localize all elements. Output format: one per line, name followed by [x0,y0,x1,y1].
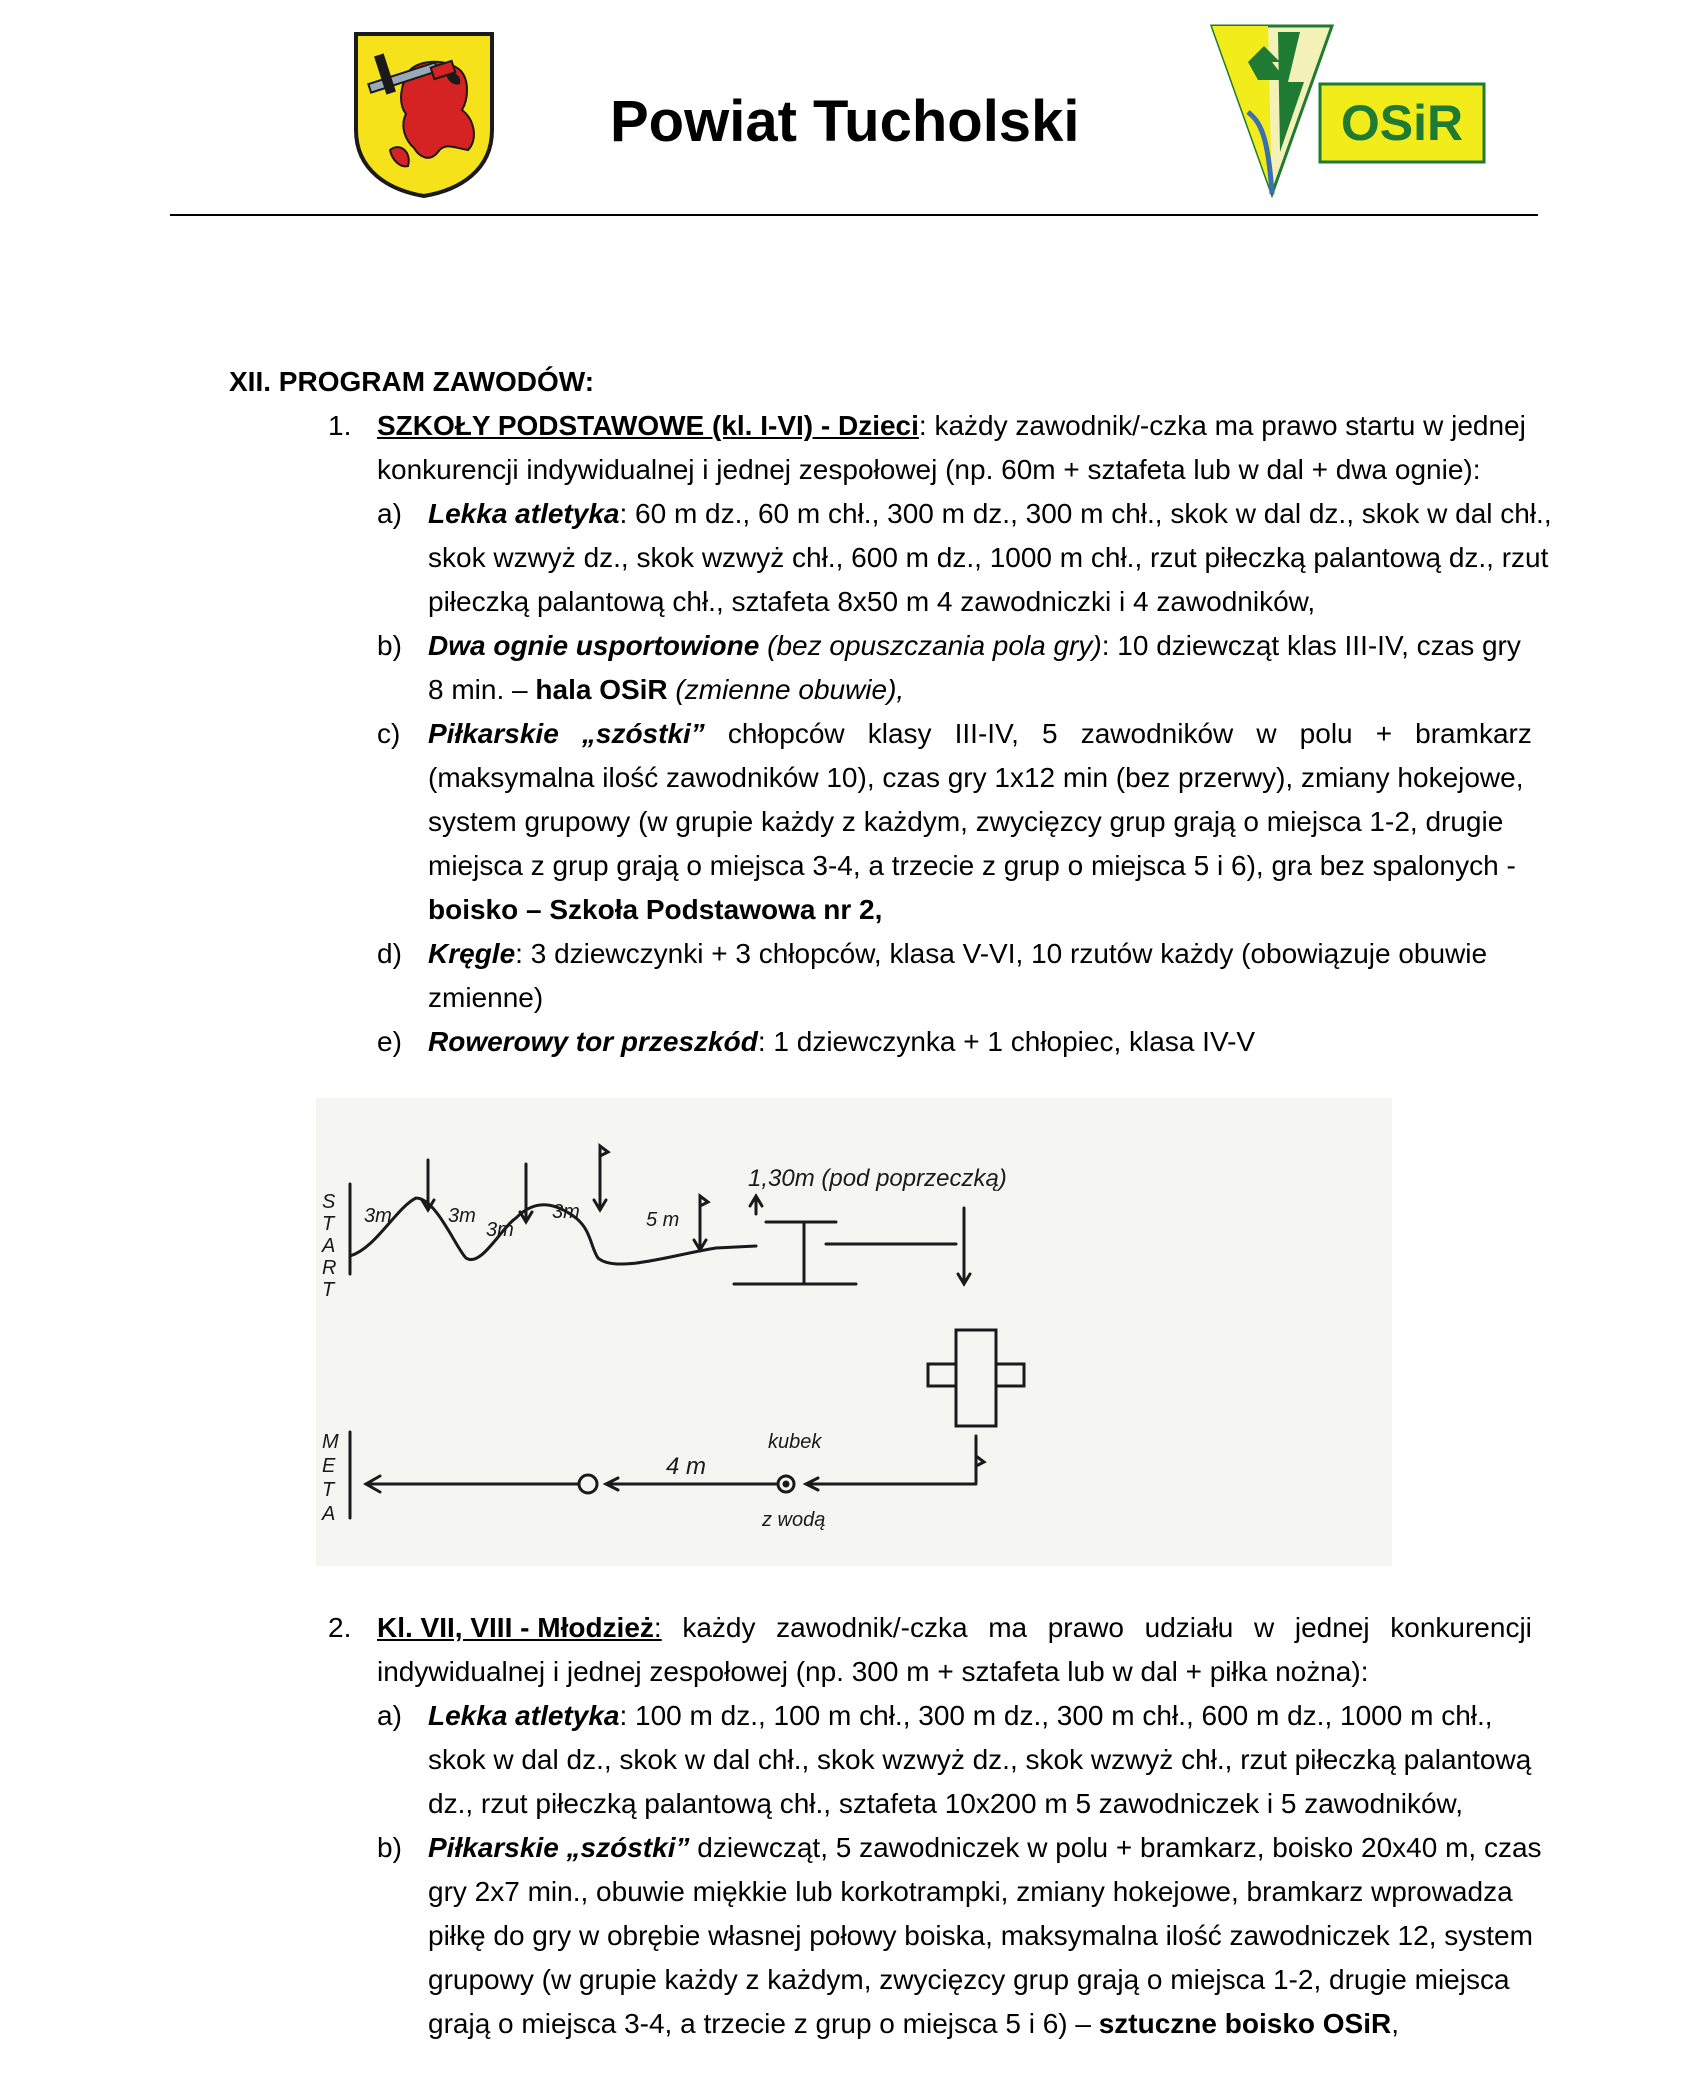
item2-b-line3: piłkę do gry w obrębie własnej połowy boiska, maksymalna ilość zawodniczek 12, system [428,1920,1533,1951]
start-letter-r: R [322,1257,337,1279]
finish-letter-t: T [322,1479,335,1501]
section-heading: XII. PROGRAM ZAWODÓW: [229,366,595,397]
page-header [0,0,1700,220]
item2-a-text1: : 100 m dz., 100 m chł., 300 m dz., 300 m chł., 600 m dz., 1000 m chł., [619,1700,1493,1731]
bottom-distance-label: 4 m [666,1453,707,1480]
item2-w0: każdy [682,1612,756,1643]
item1-b-text2: 8 min. – [428,674,536,705]
bike-course-diagram [316,1098,1392,1566]
item1-c-w4: III-IV, [954,718,1019,749]
item1-intro-rest: : każdy zawodnik/-czka ma prawo startu w jednej [918,410,1526,441]
dist-label-5: 5 m [646,1209,680,1231]
item1-c-w1: „szóstki” [581,718,705,749]
item2-b-line1 [428,1826,1542,1870]
item1-intro-line1 [377,404,1526,448]
item1-b-line2 [428,668,904,712]
item1-b-line1 [428,624,1521,668]
item2-w4: udziału [1144,1612,1234,1643]
start-letter-t2: T [322,1279,335,1301]
item1-d-line1 [428,932,1487,976]
item1-b-venue: hala OSiR [535,674,668,705]
finish-letter-m: M [322,1431,339,1453]
item1-c-w9: + [1375,718,1393,749]
item1-d-name: Kręgle [428,938,516,969]
water-label: z wodą [762,1509,826,1531]
item2-w1: zawodnik/-czka [776,1612,968,1643]
item1-e-name: Rowerowy tor przeszkód [428,1026,758,1057]
item2-title: Kl. VII, VIII - Młodzież [377,1612,654,1643]
start-letter-a: A [322,1235,336,1257]
item1-title: SZKOŁY PODSTAWOWE (kl. I-VI) - Dzieci [377,410,919,441]
cup-label: kubek [768,1431,822,1453]
item1-number: 1. [328,410,352,441]
osir-logo [1208,22,1488,198]
item1-c-w6: zawodników [1080,718,1234,749]
item2-a-line3: dz., rzut piłeczką palantową chł., sztafeta 10x200 m 5 zawodniczek i 5 zawodników, [428,1788,1463,1819]
item1-c-line1 [428,712,1532,756]
item2-b-line4: grupowy (w grupie każdy z każdym, zwycięzcy grup grają o miejsca 1-2, drugie miejsca [428,1964,1510,1995]
item1-b-shoes: (zmienne obuwie), [667,674,905,705]
item1-a-line3: piłeczką palantową chł., sztafeta 8x50 m 4 zawodniczki i 4 zawodników, [428,586,1316,617]
item2-w2: ma [988,1612,1028,1643]
dist-label-3: 3m [486,1219,514,1241]
item2-w5: w [1254,1612,1275,1643]
item2-w7: konkurencji [1390,1612,1532,1643]
item2-a-line2: skok w dal dz., skok w dal chł., skok wzwyż dz., skok wzwyż chł., rzut piłeczką palantową [428,1744,1532,1775]
item2-b-line5 [428,2002,1399,2046]
item2-w6: jednej [1294,1612,1370,1643]
item1-b-text1: : 10 dziewcząt klas III-IV, czas gry [1101,630,1521,661]
item2-b-line2: gry 2x7 min., obuwie miękkie lub korkotrampki, zmiany hokejowe, bramkarz wprowadza [428,1876,1513,1907]
item2-b-letter: b) [377,1832,402,1863]
item2-intro-line2: indywidualnej i jednej zespołowej (np. 300 m + sztafeta lub w dal + piłka nożna): [377,1656,1369,1687]
item2-b-venue: sztuczne boisko OSiR [1098,2008,1392,2039]
item1-d-line2: zmienne) [428,982,544,1013]
item1-a-name: Lekka atletyka [428,498,620,529]
item2-a-line1 [428,1694,1493,1738]
cup-marker-dot [784,1482,788,1486]
item1-c-letter: c) [377,718,401,749]
item1-c-w7: w [1256,718,1277,749]
item1-e-letter: e) [377,1026,402,1057]
item1-c-w8: polu [1299,718,1353,749]
item2-b-end: , [1391,2008,1400,2039]
header-divider [170,214,1538,216]
item1-c-w0: Piłkarskie [428,718,559,749]
item1-c-line4: miejsca z grup grają o miejsca 3-4, a trzecie z grup o miejsca 5 i 6), gra bez spalonych - [428,850,1516,881]
item2-number: 2. [328,1612,352,1643]
item1-c-line3: system grupowy (w grupie każdy z każdym, zwycięzcy grup grają o miejsca 1-2, drugie [428,806,1504,837]
item1-c-line5: boisko – Szkoła Podstawowa nr 2, [428,894,883,925]
item2-b-name: Piłkarskie „szóstki” [428,1832,690,1863]
item1-e-text1: : 1 dziewczynka + 1 chłopiec, klasa IV-V [757,1026,1256,1057]
item2-title-wrap: Kl. VII, VIII - Młodzież: [377,1612,662,1643]
item1-a-line2: skok wzwyż dz., skok wzwyż chł., 600 m dz., 1000 m chł., rzut piłeczką palantową dz., rzut [428,542,1549,573]
item1-c-w5: 5 [1042,718,1058,749]
item1-a-letter: a) [377,498,402,529]
item1-e-line1 [428,1020,1255,1064]
finish-letter-a: A [322,1503,336,1525]
item1-c-w10: bramkarz [1415,718,1532,749]
finish-letter-e: E [322,1455,336,1477]
bar-height-label: 1,30m (pod poprzeczką) [748,1165,1007,1192]
item1-c-w3: klasy [867,718,932,749]
dist-label-4: 3m [552,1201,580,1223]
page-title: Powiat Tucholski [610,89,1080,154]
start-letter-s: S [322,1191,336,1213]
coat-of-arms-logo [350,30,498,200]
start-letter-t: T [322,1213,335,1235]
item1-c-line2: (maksymalna ilość zawodników 10), czas gry 1x12 min (bez przerwy), zmiany hokejowe, [428,762,1524,793]
dist-label-1: 3m [364,1205,392,1227]
item1-c-w2: chłopców [727,718,845,749]
item1-b-name: Dwa ognie usportowione [428,630,760,661]
item2-intro-line1 [377,1606,1532,1650]
item1-a-text1: : 60 m dz., 60 m chł., 300 m dz., 300 m chł., skok w dal dz., skok w dal chł., [619,498,1552,529]
item1-a-line1 [428,492,1552,536]
item2-w3: prawo [1047,1612,1124,1643]
item1-b-letter: b) [377,630,402,661]
osir-logo-text: OSiR [1340,95,1464,151]
item2-b-text1: dziewcząt, 5 zawodniczek w polu + bramkarz, boisko 20x40 m, czas [689,1832,1542,1863]
item2-a-name: Lekka atletyka [428,1700,620,1731]
item1-intro-line2: konkurencji indywidualnej i jednej zespołowej (np. 60m + sztafeta lub w dal + dwa ognie): [377,454,1481,485]
item1-b-paren: (bez opuszczania pola gry) [767,630,1102,661]
dist-label-2: 3m [448,1205,476,1227]
item1-d-letter: d) [377,938,402,969]
item1-d-text1: : 3 dziewczynki + 3 chłopców, klasa V-VI, 10 rzutów każdy (obowiązuje obuwie [515,938,1488,969]
item2-a-letter: a) [377,1700,402,1731]
item2-b-text5: grają o miejsca 3-4, a trzecie z grup o miejsca 5 i 6) – [428,2008,1099,2039]
